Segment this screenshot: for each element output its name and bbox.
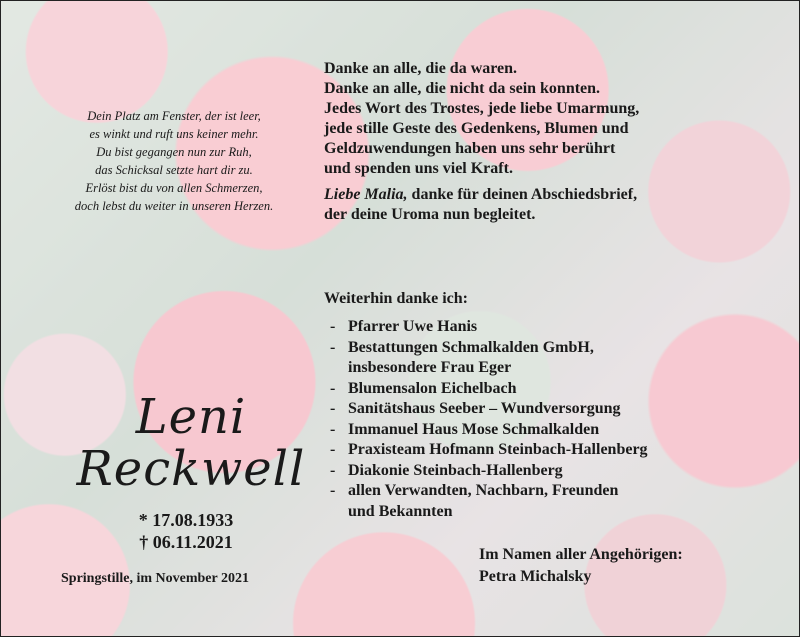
list-item [330, 379, 648, 400]
dash [330, 358, 348, 379]
malia-lead: Liebe Malia, [324, 186, 408, 203]
poem-line: Dein Platz am Fenster, der ist leer, [87, 109, 261, 123]
thanks-heading: Weiterhin danke ich: [324, 290, 469, 307]
list-item-text: Pfarrer Uwe Hanis [348, 318, 478, 335]
list-item [330, 358, 648, 379]
dash: - [330, 379, 336, 397]
deceased-name [61, 391, 321, 495]
signer-name: Petra Michalsky [479, 568, 592, 585]
death-date: † 06.11.2021 [139, 532, 233, 552]
list-item [330, 399, 648, 420]
dash: - [330, 441, 336, 458]
list-item-text: insbesondere Frau Eger [348, 359, 512, 376]
list-item-text: Bestattungen Schmalkalden GmbH, [348, 338, 594, 356]
poem-line: es winkt und ruft uns keiner mehr. [89, 127, 259, 141]
signature-line: Im Namen aller Angehörigen: [479, 546, 683, 563]
life-dates [91, 509, 281, 553]
list-item [330, 502, 648, 523]
list-item [330, 420, 648, 441]
malia-line-2: der deine Uroma nun begleitet. [324, 206, 536, 223]
list-item-text: allen Verwandten, Nachbarn, Freunden [348, 482, 619, 499]
malia-line [324, 185, 784, 205]
poem-line: doch lebst du weiter in unseren Herzen. [74, 199, 274, 213]
list-item-text: Praxisteam Hofmann Steinbach-Hallenberg [348, 441, 648, 458]
poem-line: das Schicksal setzte hart dir zu. [95, 163, 253, 177]
text-line: jede stille Geste des Gedenkens, Blumen und [324, 120, 629, 137]
dash: - [330, 318, 336, 335]
place-date: Springstille, im November 2021 [61, 571, 249, 586]
thanks-list [330, 317, 648, 522]
dash: - [330, 482, 336, 499]
dash: - [330, 400, 336, 417]
list-item [330, 440, 648, 461]
birth-date: * 17.08.1933 [138, 510, 234, 530]
thank-you-text [324, 59, 784, 225]
text-line: Danke an alle, die nicht da sein konnten. [324, 80, 601, 97]
poem-line: Du bist gegangen nun zur Ruh, [96, 145, 252, 159]
text-line: Danke an alle, die da waren. [324, 60, 518, 77]
list-item-text: Blumensalon Eichelbach [348, 379, 517, 397]
dash: - [330, 338, 336, 356]
poem [39, 107, 309, 215]
list-item-text: und Bekannten [348, 502, 453, 520]
poem-line: Erlöst bist du von allen Schmerzen, [85, 181, 263, 195]
list-item-text: Sanitätshaus Seeber – Wundversorgung [348, 400, 621, 417]
dash [330, 502, 348, 523]
list-item [330, 481, 648, 502]
list-item-text: Diakonie Steinbach-Hallenberg [348, 461, 563, 479]
list-item [330, 461, 648, 482]
list-item [330, 317, 648, 338]
list-item [330, 338, 648, 359]
dash: - [330, 420, 336, 438]
text-line: und spenden uns viel Kraft. [324, 160, 513, 177]
malia-rest: danke für deinen Abschiedsbrief, [407, 186, 638, 203]
text-line: Jedes Wort des Trostes, jede liebe Umarmung, [324, 100, 640, 117]
list-item-text: Immanuel Haus Mose Schmalkalden [348, 420, 600, 438]
signature [479, 544, 683, 588]
dash: - [330, 461, 336, 479]
text-line: Geldzuwendungen haben uns sehr berührt [324, 140, 616, 157]
first-name: Leni [135, 389, 247, 445]
last-name: Reckwell [76, 441, 306, 497]
